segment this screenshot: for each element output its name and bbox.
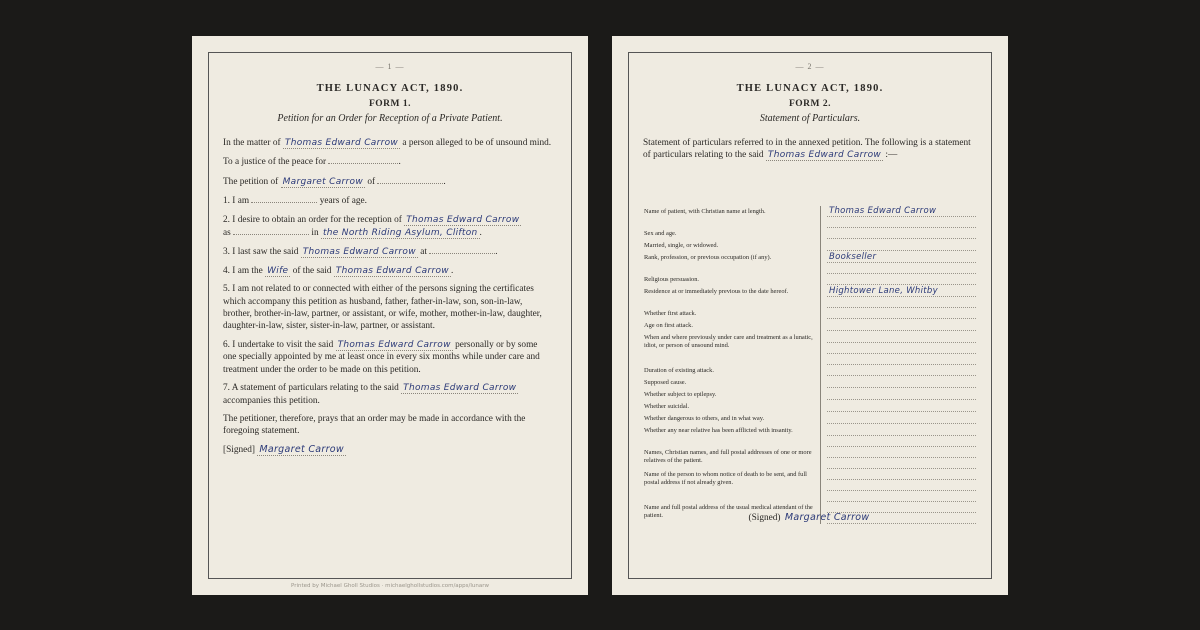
particular-value-line[interactable]: [827, 217, 976, 228]
petitioner-signature[interactable]: Margaret Carrow: [784, 512, 870, 523]
particular-value-cell: [820, 447, 978, 469]
form-title: FORM 1.: [368, 99, 412, 109]
particular-label: Age on first attack.: [644, 322, 693, 329]
item-2-as: as: [223, 228, 231, 239]
item-2-prefix: 2. I desire to obtain an order for the reception of: [223, 214, 402, 225]
particular-label: When and where previously under care and treatment as a lunatic, idiot, or person of unsound mind.: [644, 334, 813, 349]
prayer-paragraph: The petitioner, therefore, prays that an order may be made in accordance with the foregoing statement.: [223, 413, 526, 437]
particular-label: Supposed cause.: [644, 379, 687, 386]
item-4: 4. I am the Wife of the said Thomas Edward Carrow .: [223, 265, 454, 276]
item-1-suffix: years of age.: [319, 196, 367, 207]
particulars-row: [644, 401, 978, 413]
particular-value-cell: [820, 274, 978, 286]
item-3: 3. I last saw the said Thomas Edward Carrow at .: [223, 247, 498, 258]
petitioner-address-field[interactable]: [377, 175, 443, 184]
county-field[interactable]: [328, 155, 398, 164]
particular-value-field[interactable]: [827, 365, 976, 376]
particular-label: Whether dangerous to others, and in what way.: [644, 415, 765, 422]
petitioner-paragraph: The petition of Margaret Carrow of .: [223, 176, 446, 187]
item-3-prefix: 3. I last saw the said: [223, 247, 299, 258]
patient-name-field[interactable]: Thomas Edward Carrow: [284, 138, 399, 148]
particular-value-cell: [820, 377, 978, 389]
item-1: [223, 194, 553, 207]
form-1-page: [192, 36, 588, 595]
particular-value-line[interactable]: [827, 263, 976, 274]
particular-label: Rank, profession, or previous occupation (if any).: [644, 254, 772, 261]
item-6: [223, 339, 553, 376]
particular-value-cell: [820, 320, 978, 332]
particulars-row: [644, 274, 978, 286]
petitioner-name-field[interactable]: Margaret Carrow: [282, 176, 363, 187]
particular-value-line[interactable]: [827, 354, 976, 365]
signature-line: [612, 512, 1008, 523]
particular-value-field[interactable]: Hightower Lane, Whitby: [827, 286, 976, 297]
particular-value-cell: [820, 332, 978, 365]
justice-paragraph: To a justice of the peace for .: [223, 157, 401, 168]
form-title: FORM 2.: [788, 99, 832, 109]
particulars-row: [644, 413, 978, 425]
particular-label: Name of the person to whom notice of death to be sent, and full postal address if not already given.: [644, 471, 807, 486]
particular-value-cell: [820, 425, 978, 447]
visit-patient-field[interactable]: Thomas Edward Carrow: [337, 339, 451, 350]
signed-label: (Signed): [748, 513, 781, 523]
particular-value-field[interactable]: [827, 228, 976, 239]
particular-label: Residence at or immediately previous to the date hereof.: [644, 288, 789, 295]
particular-value-field[interactable]: [827, 401, 976, 412]
particular-value-line[interactable]: [827, 343, 976, 354]
particular-value-line[interactable]: [827, 297, 976, 308]
justice-text: To a justice of the peace for: [223, 157, 327, 168]
petition-of: of: [367, 176, 376, 187]
particulars-row: [644, 206, 978, 228]
particulars-row: [644, 240, 978, 252]
signed-label: [Signed]: [223, 444, 256, 455]
item-7-prefix: 7. A statement of particulars relating to the said: [223, 383, 399, 394]
last-seen-patient-field[interactable]: Thomas Edward Carrow: [302, 247, 416, 258]
relation-patient-field[interactable]: Thomas Edward Carrow: [335, 265, 449, 276]
particular-value-cell: [820, 286, 978, 308]
particular-value-cell: [820, 469, 978, 502]
particulars-row: [644, 320, 978, 332]
particular-value-cell: [820, 401, 978, 413]
page-number: — 2 —: [795, 62, 825, 71]
item-4-mid: of the said: [292, 265, 332, 276]
particular-value-field[interactable]: [827, 320, 976, 331]
last-seen-place-field[interactable]: [429, 245, 495, 254]
particular-value-line[interactable]: [827, 436, 976, 447]
particular-value-field[interactable]: [827, 447, 976, 458]
item-7-suffix: accompanies this petition.: [223, 395, 320, 406]
particular-label: Married, single, or widowed.: [644, 242, 719, 249]
particular-value-field[interactable]: [827, 377, 976, 388]
particular-label: Whether subject to epilepsy.: [644, 391, 717, 398]
act-title: THE LUNACY ACT, 1890.: [316, 83, 464, 94]
particular-label: Religious persuasion.: [644, 276, 700, 283]
particular-value-cell: [820, 413, 978, 425]
particular-label: Whether suicidal.: [644, 403, 690, 410]
signature-line: [223, 444, 553, 456]
particular-value-line[interactable]: [827, 491, 976, 502]
particulars-table: [644, 206, 978, 524]
item-5: 5. I am not related to or connected with either of the persons signing the certificates which accompany this petition as husband, father, father-in-law, son, son-in-law, brother, brother-in-law, partner, or assistant, or wife, mother, mother-in-law, daughter, daughter-in-law, sister, sister-in-law, partner, or assistant.: [223, 284, 542, 332]
particular-label: Names, Christian names, and full postal addresses of one or more relatives of the patient.: [644, 449, 812, 464]
particulars-row: [644, 447, 978, 469]
printer-footer: Printed by Michael Gholl Studios · michaelghollstudios.com/apps/lunarw: [290, 583, 489, 589]
particular-value-field[interactable]: [827, 274, 976, 285]
particular-value-field[interactable]: [827, 425, 976, 436]
particular-label: Sex and age.: [644, 230, 677, 237]
particular-value-cell: [820, 252, 978, 274]
particulars-row: [644, 308, 978, 320]
item-4-prefix: 4. I am the: [223, 265, 263, 276]
petition-prefix: The petition of: [223, 176, 279, 187]
form-subtitle: Statement of Particulars.: [759, 113, 861, 124]
petition-body: [223, 137, 553, 462]
particular-label: Whether any near relative has been afflicted with insanity.: [644, 427, 793, 434]
item-6-suffix: personally or by some one specially appointed by me at least once in every six months while under care and treatment under the order to be made on this petition.: [223, 339, 540, 375]
particular-value-field[interactable]: Bookseller: [827, 252, 976, 263]
particulars-row: [644, 425, 978, 447]
intro-patient-field[interactable]: Thomas Edward Carrow: [767, 150, 882, 161]
particular-value-line[interactable]: [827, 480, 976, 491]
particular-value-cell: [820, 365, 978, 377]
item-1-prefix: 1. I am: [223, 196, 250, 207]
intro-text: Statement of particulars referred to in the annexed petition. The following is a statement of particulars relating to the said: [643, 138, 971, 161]
particular-value-field[interactable]: [827, 240, 976, 251]
particular-value-cell: [820, 206, 978, 228]
particulars-row: [644, 228, 978, 240]
matter-paragraph: [223, 137, 553, 149]
particular-value-field[interactable]: Thomas Edward Carrow: [827, 206, 976, 217]
act-title: THE LUNACY ACT, 1890.: [736, 83, 884, 94]
form-subtitle: Petition for an Order for Reception of a Private Patient.: [277, 113, 503, 124]
particular-label: Name and full postal address of the usual medical attendant of the patient.: [644, 504, 813, 519]
particulars-row: [644, 389, 978, 401]
item-2: 2. I desire to obtain an order for the reception of Thomas Edward Carrow as in the North Riding Asylum, Clifton .: [223, 214, 520, 239]
asylum-field[interactable]: the North Riding Asylum, Clifton: [322, 228, 478, 239]
particulars-row: [644, 469, 978, 502]
particular-value-line[interactable]: [827, 458, 976, 469]
particular-value-cell: [820, 240, 978, 252]
form-2-page: [612, 36, 1008, 595]
item-2-in: in: [311, 228, 319, 239]
particular-value-cell: [820, 308, 978, 320]
item-7: [223, 382, 553, 407]
statement-intro: [643, 137, 973, 162]
particular-value-cell: [820, 389, 978, 401]
particular-value-field[interactable]: [827, 332, 976, 343]
particulars-row: [644, 286, 978, 308]
particular-value-field[interactable]: [827, 413, 976, 424]
particulars-row: [644, 332, 978, 365]
statement-patient-field[interactable]: Thomas Edward Carrow: [403, 383, 517, 394]
matter-suffix: a person alleged to be of unsound mind.: [402, 138, 552, 148]
intro-suffix: :—: [885, 150, 898, 161]
relation-field[interactable]: Wife: [267, 265, 289, 276]
reception-capacity-field[interactable]: [233, 226, 309, 235]
reception-patient-field[interactable]: Thomas Edward Carrow: [406, 214, 520, 225]
item-3-at: at: [420, 247, 427, 258]
petitioner-signature[interactable]: Margaret Carrow: [259, 443, 344, 455]
age-field[interactable]: [251, 194, 317, 203]
particular-value-field[interactable]: [827, 389, 976, 400]
particular-label: Name of patient, with Christian name at length.: [644, 208, 766, 215]
page-number: — 1 —: [375, 62, 405, 71]
particulars-row: [644, 252, 978, 274]
item-6-prefix: 6. I undertake to visit the said: [223, 339, 334, 350]
matter-prefix: In the matter of: [223, 138, 281, 148]
particular-value-field[interactable]: [827, 308, 976, 319]
particulars-row: [644, 365, 978, 377]
particulars-row: [644, 377, 978, 389]
particular-label: Duration of existing attack.: [644, 367, 714, 374]
particular-value-field[interactable]: [827, 469, 976, 480]
particular-label: Whether first attack.: [644, 310, 697, 317]
particular-value-cell: [820, 228, 978, 240]
